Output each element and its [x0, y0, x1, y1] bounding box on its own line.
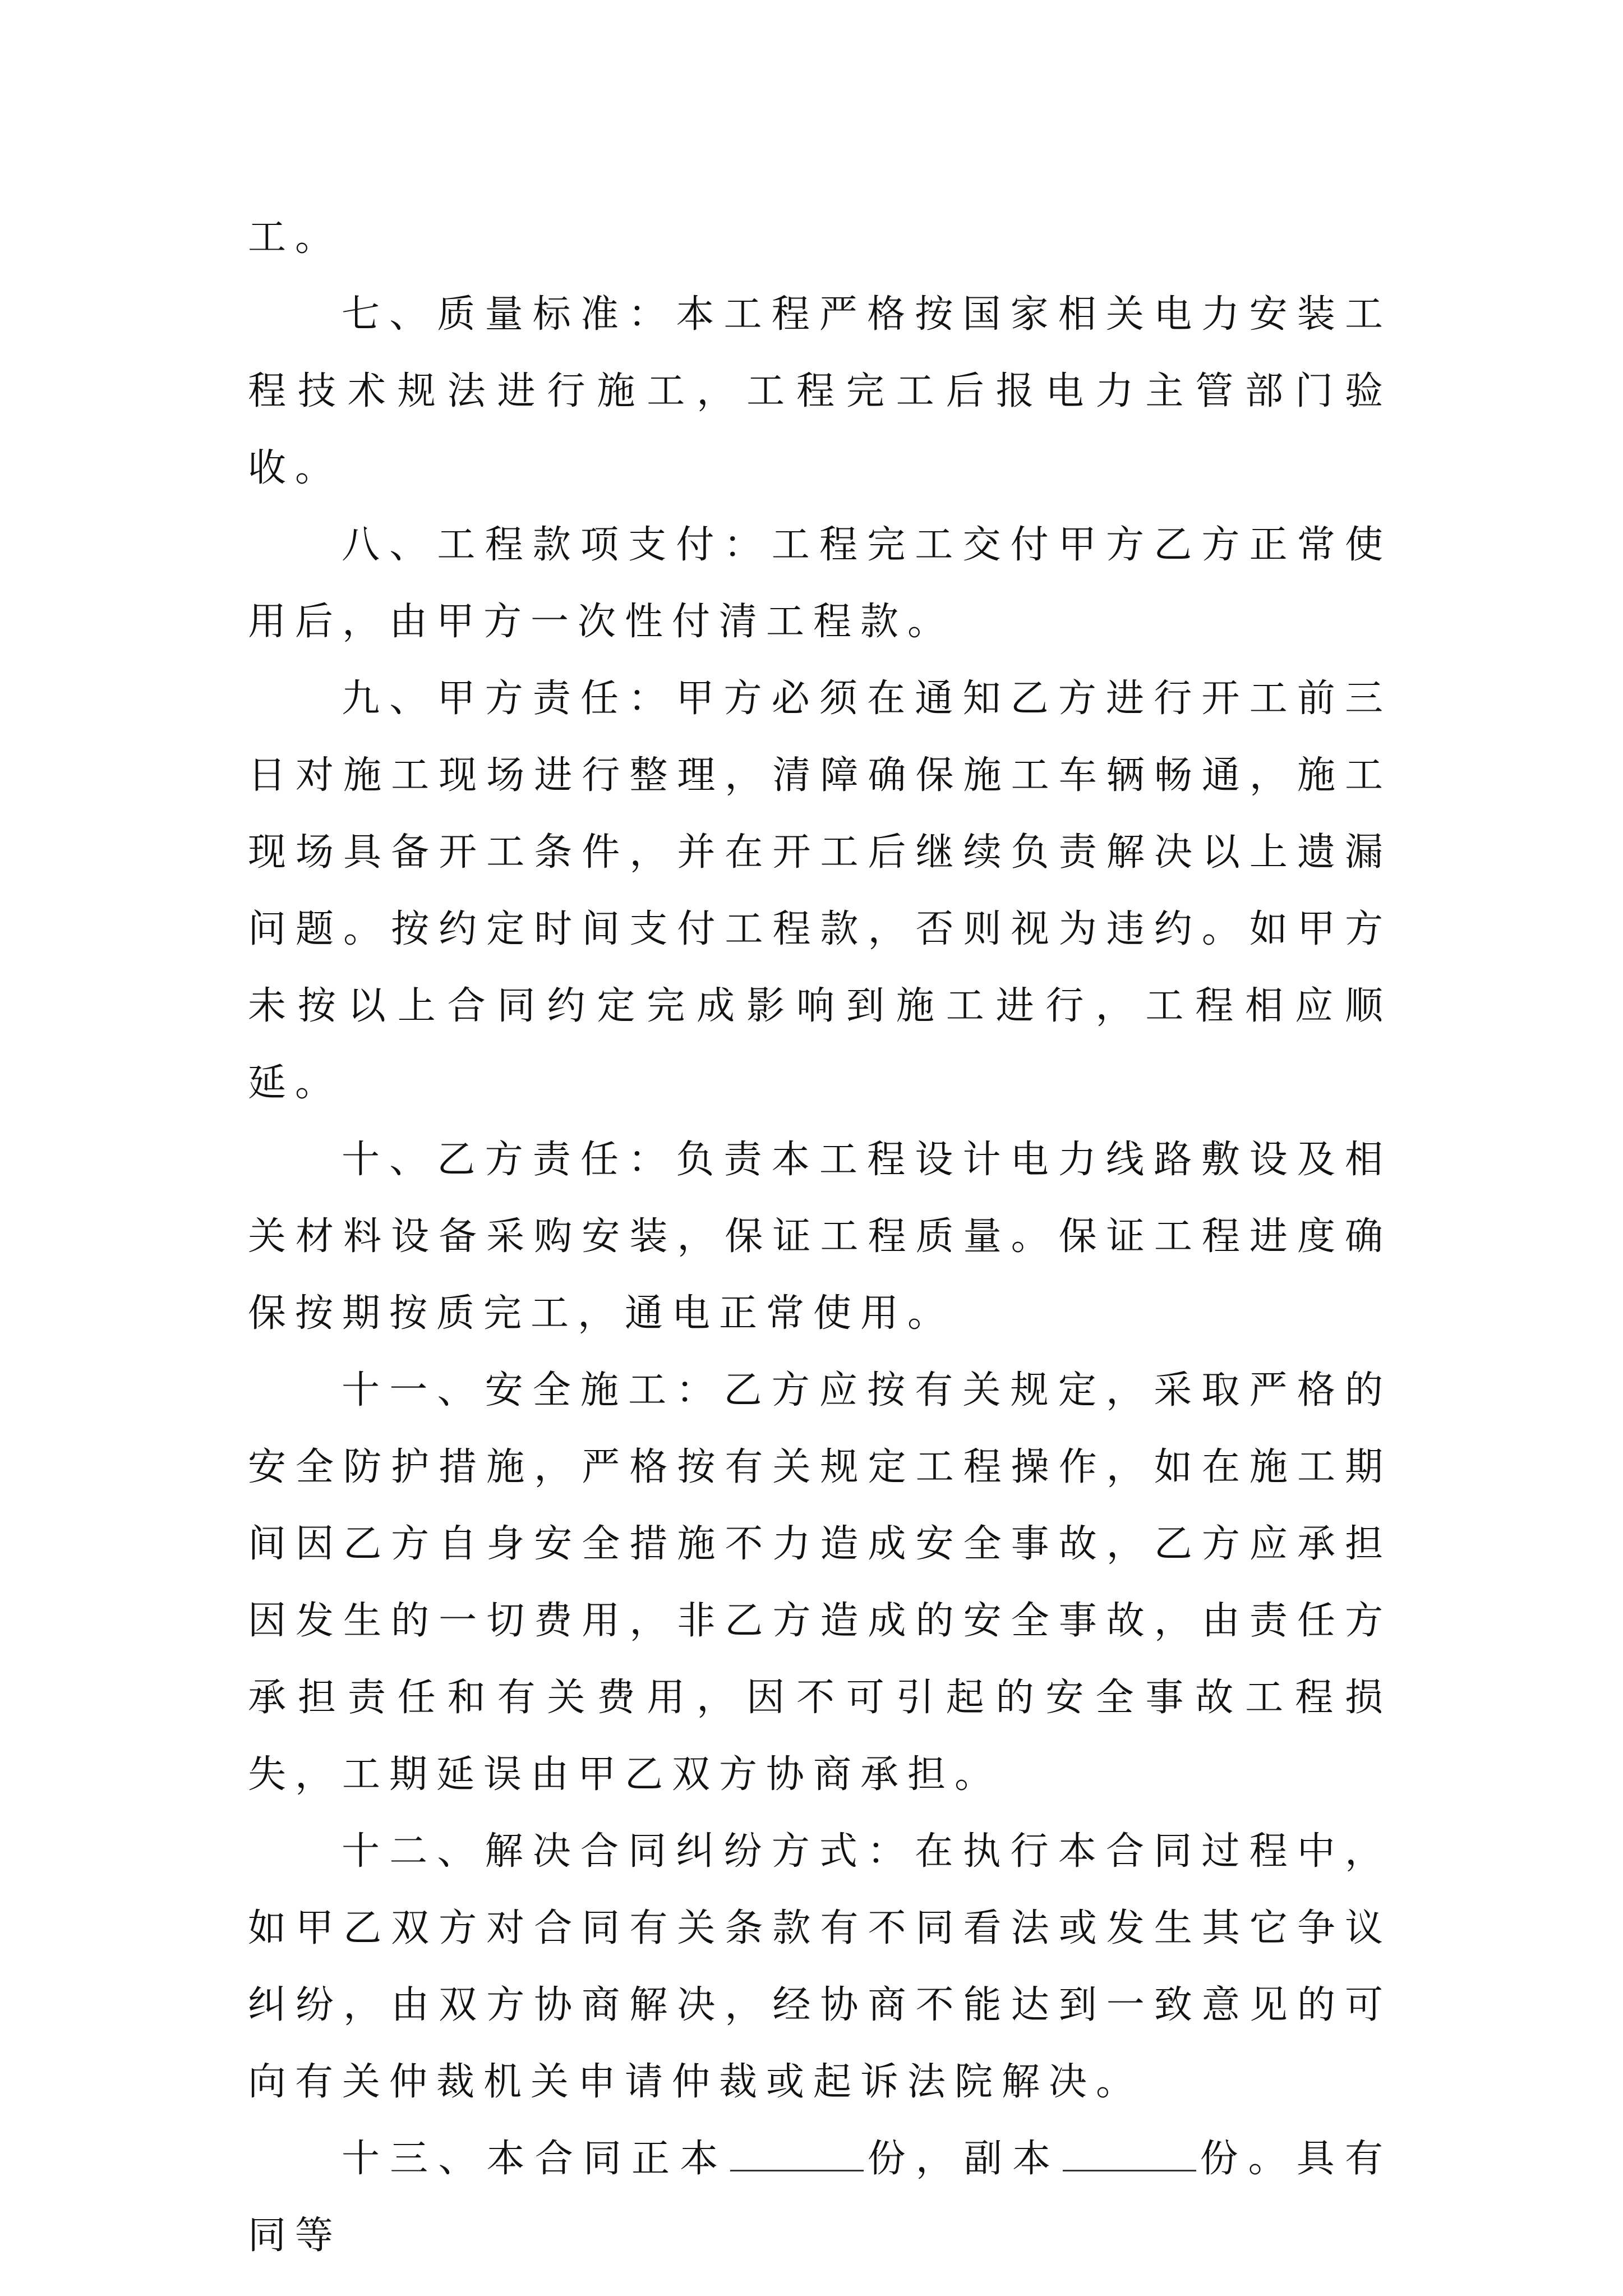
clause-13-text-start: 十三、本合同正本: [342, 2137, 728, 2181]
contract-body: [248, 199, 1392, 2274]
paragraph-continuation: 工。: [248, 215, 343, 260]
clause-8-payment: 八、工程款项支付：工程完工交付甲方乙方正常使用后，由甲方一次性付清工程款。: [248, 523, 1392, 644]
clause-7-quality-standard: 七、质量标准：本工程严格按国家相关电力安装工程技术规法进行施工，工程完工后报电力主管部门验收。: [248, 292, 1392, 490]
clause-9-party-a-responsibility: 九、甲方责任：甲方必须在通知乙方进行开工前三日对施工现场进行整理，清障确保施工车辆畅通，施工现场具备开工条件，并在开工后继续负责解决以上遗漏问题。按约定时间支付工程款，否则视为违约。如甲方未按以上合同约定完成影响到施工进行，工程相应顺延。: [248, 677, 1392, 1105]
clause-10-party-b-responsibility: 十、乙方责任：负责本工程设计电力线路敷设及相关材料设备采购安装，保证工程质量。保证工程进度确保按期按质完工，通电正常使用。: [248, 1138, 1392, 1336]
clause-13-text-middle: 份，副本: [866, 2137, 1061, 2181]
clause-12-dispute-resolution: 十二、解决合同纠纷方式：在执行本合同过程中，如甲乙双方对合同有关条款有不同看法或发生其它争议纠纷，由双方协商解决，经协商不能达到一致意见的可向有关仲裁机关申请仲裁或起诉法院解决。: [248, 1829, 1392, 2104]
duplicate-copies-blank: [1063, 2137, 1196, 2171]
original-copies-blank: [730, 2137, 864, 2171]
clause-13-text-end: 份。具有同等: [248, 2137, 1392, 2258]
clause-11-safety: 十一、安全施工：乙方应按有关规定，采取严格的安全防护措施，严格按有关规定工程操作，如在施工期间因乙方自身安全措施不力造成安全事故，乙方应承担因发生的一切费用，非乙方造成的安全事故，由责任方承担责任和有关费用，因不可引起的安全事故工程损失，工期延误由甲乙双方协商承担。: [248, 1368, 1392, 1797]
clause-13-copies: [248, 2120, 1392, 2274]
